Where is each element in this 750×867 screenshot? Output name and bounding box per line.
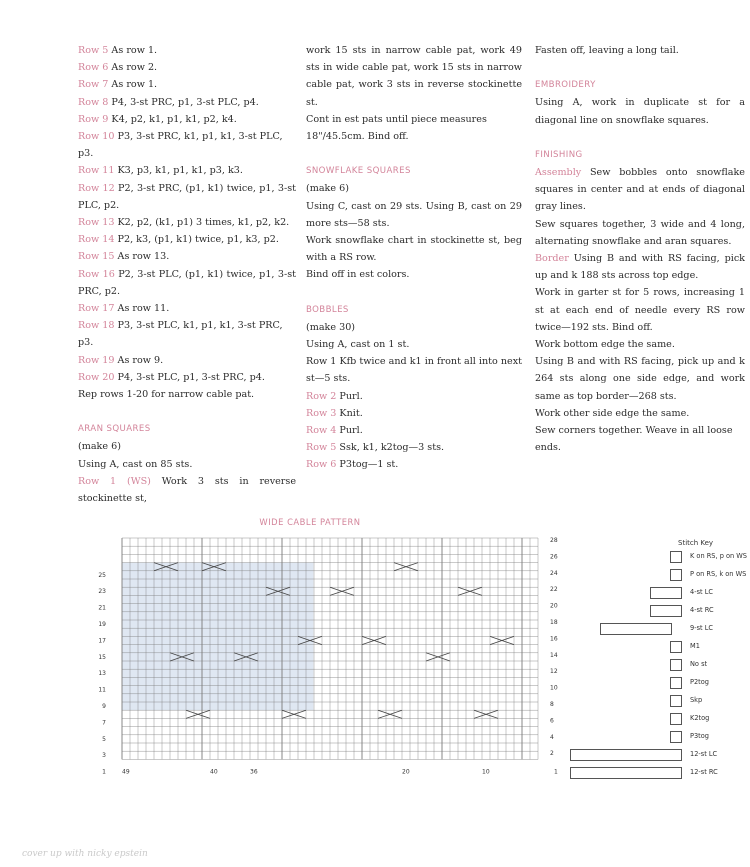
stitch-number-bottom: 10 xyxy=(482,768,490,776)
instruction-line xyxy=(78,300,296,317)
stitch-symbol-icon xyxy=(570,749,682,761)
row-number-left: 9 xyxy=(102,703,106,710)
stitch-key-label: P3tog xyxy=(690,732,709,740)
stitch-symbol-icon xyxy=(670,713,682,725)
stitch-key-label: 12-st LC xyxy=(690,750,718,758)
instruction-text: work 15 sts in narrow cable pat, work 49 sts in wide cable pat, work 15 sts in narrow cable pat, work 3 sts in reverse stockinette st. xyxy=(306,45,522,108)
instruction-line xyxy=(78,369,296,386)
instruction-line xyxy=(306,353,522,387)
row-label: Row 12 xyxy=(78,182,115,194)
instruction-line xyxy=(306,319,522,336)
instruction-text: Using A, cast on 85 sts. xyxy=(78,458,193,470)
instruction-line xyxy=(306,111,522,145)
instruction-line xyxy=(78,266,296,300)
row-label: Row 13 xyxy=(78,217,115,229)
instruction-line xyxy=(535,405,745,422)
stitch-key-item xyxy=(570,623,740,637)
row-label: Row 10 xyxy=(78,131,115,143)
instruction-text: Purl. xyxy=(336,425,363,437)
row-number-right: 22 xyxy=(550,586,558,594)
stitch-key-item xyxy=(570,641,740,655)
instruction-line xyxy=(78,128,296,162)
paragraph-gap xyxy=(535,129,745,146)
stitch-symbol-icon xyxy=(670,731,682,743)
instruction-text: As row 9. xyxy=(114,354,164,366)
instruction-text: Using C, cast on 29 sts. Using B, cast on 29 more sts—58 sts. xyxy=(306,200,522,229)
paragraph-gap xyxy=(306,284,522,301)
row-number-right: 20 xyxy=(550,602,558,610)
section-heading xyxy=(535,146,745,164)
row-number-right: 4 xyxy=(550,733,554,741)
instruction-text: As row 13. xyxy=(114,251,170,263)
row-number-left: 1 xyxy=(102,768,106,776)
row-number-right: 14 xyxy=(550,651,558,659)
instruction-text: Sew bobbles onto snowflake squares in center and at ends of diagonal gray lines. xyxy=(535,167,745,213)
row-label: Row 14 xyxy=(78,234,115,246)
row-label: Assembly xyxy=(535,167,582,179)
chart-title: WIDE CABLE PATTERN xyxy=(259,517,361,527)
instruction-text: Bind off in est colors. xyxy=(306,269,410,281)
row-number-right: 18 xyxy=(550,619,558,626)
wide-cable-chart xyxy=(80,528,558,780)
instruction-text: Work bottom edge the same. xyxy=(535,339,675,351)
instruction-line xyxy=(306,336,522,353)
text-column-1 xyxy=(78,42,296,507)
row-label: Row 6 xyxy=(78,62,109,74)
row-label: Row 18 xyxy=(78,320,115,332)
stitch-key-label: P2tog xyxy=(690,678,709,686)
stitch-key-label: Skp xyxy=(690,696,703,704)
instruction-text: Purl. xyxy=(336,390,363,402)
instruction-line xyxy=(78,180,296,214)
instruction-text: Fasten off, leaving a long tail. xyxy=(535,45,679,56)
paragraph-gap xyxy=(78,403,296,420)
row-number-left: 3 xyxy=(102,752,106,760)
row-number-right: 6 xyxy=(550,717,554,725)
row-number-left: 13 xyxy=(98,670,106,678)
row-number-left: 5 xyxy=(102,735,106,743)
instruction-line xyxy=(306,439,522,456)
instruction-text: Rep rows 1-20 for narrow cable pat. xyxy=(78,389,255,401)
row-label: Row 1 (WS) xyxy=(78,475,151,487)
paragraph-gap xyxy=(535,59,745,76)
section-heading-text: ARAN SQUARES xyxy=(78,424,151,435)
stitch-symbol-icon xyxy=(570,767,682,779)
row-number-left: 19 xyxy=(98,621,106,628)
instruction-text: P2, 3-st PRC, (p1, k1) twice, p1, 3-st PLC, p2. xyxy=(78,182,296,211)
instruction-text: Ssk, k1, k2tog—3 sts. xyxy=(336,442,445,454)
text-column-2 xyxy=(306,42,522,474)
instruction-line xyxy=(78,111,296,128)
stitch-key-label: 12-st RC xyxy=(690,768,718,776)
instruction-text: Sew corners together. Weave in all loose ends. xyxy=(535,425,733,454)
instruction-line xyxy=(78,438,296,455)
row-number-right: 12 xyxy=(550,668,558,676)
instruction-line xyxy=(78,352,296,369)
instruction-line xyxy=(306,232,522,266)
instruction-text: Using A, cast on 1 st. xyxy=(306,339,410,351)
row-label: Row 9 xyxy=(78,113,109,125)
row-label: Row 20 xyxy=(78,371,115,383)
instruction-text: Cont in est pats until piece measures 18"/45.5cm. Bind off. xyxy=(306,113,487,143)
instruction-text: K4, p2, k1, p1, k1, p2, k4. xyxy=(108,113,237,125)
instruction-line xyxy=(306,42,522,111)
stitch-key-item xyxy=(570,767,740,781)
row-label: Row 3 xyxy=(306,407,337,419)
instruction-line xyxy=(306,180,522,197)
stitch-key-title: Stitch Key xyxy=(678,539,714,547)
instruction-text: Using B and with RS facing, pick up and k 188 sts across top edge. xyxy=(535,253,745,282)
instruction-text: As row 1. xyxy=(108,79,158,91)
row-label: Row 6 xyxy=(306,459,337,471)
instruction-text: As row 1. xyxy=(108,45,158,56)
row-label: Row 5 xyxy=(78,45,109,56)
section-heading xyxy=(306,162,522,180)
stitch-key-item xyxy=(570,587,740,601)
row-number-right: 10 xyxy=(550,684,558,692)
instruction-line xyxy=(306,422,522,439)
stitch-key xyxy=(570,535,747,795)
stitch-key-label: P on RS, k on WS xyxy=(690,570,747,578)
instruction-text: K2, p2, (k1, p1) 3 times, k1, p2, k2. xyxy=(114,217,290,229)
instruction-line xyxy=(78,248,296,265)
section-heading xyxy=(306,301,522,319)
row-number-left: 21 xyxy=(98,604,106,612)
row-number-left: 25 xyxy=(98,571,106,579)
instruction-text: Knit. xyxy=(336,407,363,419)
row-label: Row 17 xyxy=(78,303,115,315)
instruction-text: P4, 3-st PRC, p1, 3-st PLC, p4. xyxy=(108,96,259,108)
instruction-text: Row 1 Kfb twice and k1 in front all into next st—5 sts. xyxy=(306,356,522,385)
section-heading-text: BOBBLES xyxy=(306,304,349,315)
instruction-line xyxy=(535,284,745,336)
row-number-left: 23 xyxy=(98,588,106,596)
instruction-text: (make 6) xyxy=(78,441,121,453)
instruction-text: P3tog—1 st. xyxy=(336,459,399,471)
instruction-line xyxy=(78,214,296,231)
stitch-symbol-icon xyxy=(670,659,682,671)
row-number-right: 28 xyxy=(550,537,558,544)
stitch-key-item xyxy=(570,749,740,763)
instruction-line xyxy=(535,164,745,216)
section-heading-text: EMBROIDERY xyxy=(535,80,596,91)
instruction-text: K3, p3, k1, p1, k1, p3, k3. xyxy=(114,165,243,177)
row-label: Row 5 xyxy=(306,442,337,454)
stitch-number-bottom: 20 xyxy=(402,768,410,776)
row-label: Border xyxy=(535,253,569,265)
stitch-number-bottom: 40 xyxy=(210,768,218,776)
instruction-line xyxy=(78,317,296,351)
row-label: Row 19 xyxy=(78,354,115,366)
instruction-line xyxy=(306,266,522,283)
instruction-text: As row 11. xyxy=(114,303,170,315)
stitch-number-bottom: 1 xyxy=(554,768,558,776)
instruction-line xyxy=(535,250,745,284)
stitch-number-bottom: 49 xyxy=(122,768,130,776)
stitch-key-item xyxy=(570,569,747,583)
instruction-text: Work in garter st for 5 rows, increasing 1 st at each end of needle every RS row twice—192 sts. Bind off. xyxy=(535,287,745,333)
instruction-text: Using B and with RS facing, pick up and k 264 sts along one side edge, and work same as top border—268 sts. xyxy=(535,356,745,402)
row-number-left: 11 xyxy=(98,686,106,694)
instruction-text: As row 2. xyxy=(108,62,158,74)
row-number-left: 17 xyxy=(98,637,106,645)
instruction-line xyxy=(535,42,745,59)
instruction-text: Work other side edge the same. xyxy=(535,407,690,419)
text-column-3 xyxy=(535,42,745,456)
instruction-line xyxy=(535,336,745,353)
instruction-line xyxy=(535,94,745,128)
row-label: Row 11 xyxy=(78,165,115,177)
stitch-key-label: No st xyxy=(690,660,708,668)
instruction-line xyxy=(78,473,296,507)
stitch-symbol-icon xyxy=(670,641,682,653)
instruction-line xyxy=(535,353,745,405)
row-label: Row 4 xyxy=(306,425,337,437)
instruction-line xyxy=(78,456,296,473)
row-label: Row 15 xyxy=(78,251,115,263)
stitch-key-label: K2tog xyxy=(690,714,710,722)
instruction-text: Sew squares together, 3 wide and 4 long, alternating snowflake and aran squares. xyxy=(535,218,745,247)
stitch-symbol-icon xyxy=(670,677,682,689)
instruction-text: (make 30) xyxy=(306,321,356,333)
row-label: Row 8 xyxy=(78,96,109,108)
stitch-key-item xyxy=(570,695,740,709)
instruction-line xyxy=(535,422,745,456)
instruction-text: Work 3 sts in reverse stockinette st, xyxy=(78,475,296,505)
instruction-line xyxy=(306,198,522,232)
stitch-key-item xyxy=(570,731,740,745)
stitch-symbol-icon xyxy=(650,605,682,617)
stitch-symbol-icon xyxy=(670,695,682,707)
row-number-right: 16 xyxy=(550,635,558,643)
instruction-line xyxy=(78,231,296,248)
row-number-right: 26 xyxy=(550,553,558,561)
stitch-key-item xyxy=(570,605,740,619)
row-number-left: 15 xyxy=(98,653,106,661)
instruction-line xyxy=(535,216,745,250)
row-number-left: 7 xyxy=(102,719,106,727)
row-number-right: 2 xyxy=(550,750,554,758)
instruction-line xyxy=(306,456,522,473)
instruction-line xyxy=(78,59,296,76)
stitch-symbol-icon xyxy=(650,587,682,599)
instruction-text: (make 6) xyxy=(306,183,349,195)
stitch-key-item xyxy=(570,659,740,673)
instruction-line xyxy=(78,76,296,93)
stitch-key-item xyxy=(570,677,740,691)
instruction-line xyxy=(78,94,296,111)
stitch-key-label: K on RS, p on WS xyxy=(690,552,747,560)
instruction-line xyxy=(78,162,296,179)
stitch-symbol-icon xyxy=(670,569,682,581)
instruction-text: P2, k3, (p1, k1) twice, p1, k3, p2. xyxy=(114,234,279,246)
paragraph-gap xyxy=(306,145,522,162)
instruction-text: P2, 3-st PLC, (p1, k1) twice, p1, 3-st PRC, p2. xyxy=(78,268,297,297)
stitch-key-label: 9-st LC xyxy=(690,624,713,632)
row-label: Row 7 xyxy=(78,79,109,91)
stitch-symbol-icon xyxy=(600,623,672,635)
instruction-line xyxy=(306,388,522,405)
row-label: Row 2 xyxy=(306,390,337,402)
section-heading xyxy=(78,420,296,438)
instruction-text: Using A, work in duplicate st for a diagonal line on snowflake squares. xyxy=(535,97,745,126)
stitch-key-label: 4-st LC xyxy=(690,588,713,596)
stitch-number-bottom: 36 xyxy=(250,768,258,776)
instruction-line xyxy=(78,42,296,59)
stitch-symbol-icon xyxy=(670,551,682,563)
section-heading-text: FINISHING xyxy=(535,149,583,160)
instruction-text: Work snowflake chart in stockinette st, beg with a RS row. xyxy=(306,235,522,264)
stitch-key-item xyxy=(570,713,740,727)
instruction-line xyxy=(306,405,522,422)
instruction-text: P3, 3-st PLC, k1, p1, k1, 3-st PRC, p3. xyxy=(78,320,283,349)
row-label: Row 16 xyxy=(78,268,115,280)
instruction-text: P3, 3-st PRC, k1, p1, k1, 3-st PLC, p3. xyxy=(78,131,283,160)
stitch-key-item xyxy=(570,551,747,565)
row-number-right: 8 xyxy=(550,701,554,708)
instruction-text: P4, 3-st PLC, p1, 3-st PRC, p4. xyxy=(114,371,265,383)
stitch-key-label: 4-st RC xyxy=(690,606,714,614)
page-footer: cover up with nicky epstein xyxy=(22,849,148,859)
section-heading-text: SNOWFLAKE SQUARES xyxy=(306,166,411,177)
section-heading xyxy=(535,76,745,94)
instruction-line xyxy=(78,386,296,403)
stitch-key-label: M1 xyxy=(690,642,700,650)
row-number-right: 24 xyxy=(550,569,558,577)
